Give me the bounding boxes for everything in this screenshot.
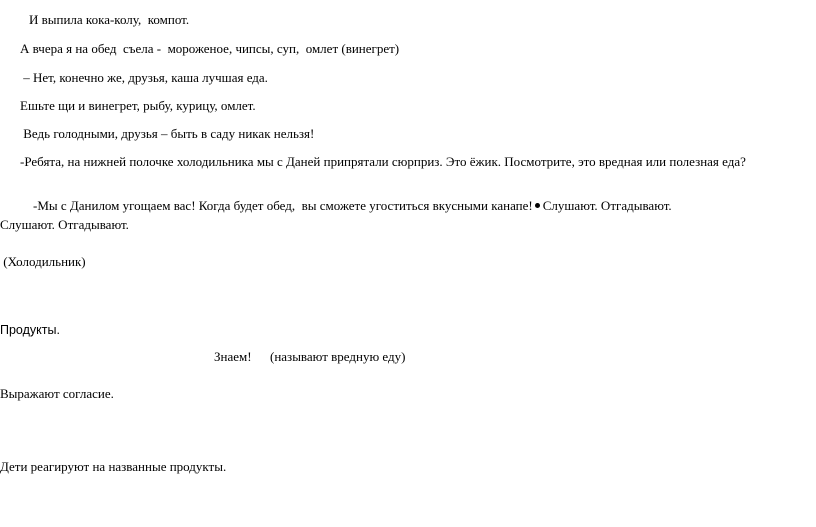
text-line-1: И выпила кока-колу, компот. [29,12,190,27]
note-know: Знаем! [214,349,252,364]
text-line-3: – Нет, конечно же, друзья, каша лучшая еда. [20,70,268,85]
text-line-7-main: -Мы с Данилом угощаем вас! Когда будет обед, вы сможете угоститься вкусными канапе! [33,198,533,213]
text-line-2: А вчера я на обед съела - мороженое, чипсы, суп, омлет (винегрет) [20,41,400,56]
text-line-5: Ведь голодными, друзья – быть в саду никак нельзя! [20,126,315,141]
note-name-harmful: (называют вредную еду) [270,349,406,364]
note-react: Дети реагируют на названные продукты. [0,459,227,474]
note-agree: Выражают согласие. [0,386,114,401]
text-line-4: Ешьте щи и винегрет, рыбу, курицу, омлет. [20,98,256,113]
bullet-icon [535,203,540,208]
note-products: Продукты. [0,323,60,337]
text-line-6: -Ребята, на нижней полочке холодильника мы с Даней припрятали сюрприз. Это ёжик. Посмотрите, это вредная или полезная еда? [20,154,746,169]
text-line-7-tail: Слушают. Отгадывают. [542,198,672,213]
note-fridge: (Холодильник) [0,254,86,269]
note-listen-guess: Слушают. Отгадывают. [0,217,129,232]
